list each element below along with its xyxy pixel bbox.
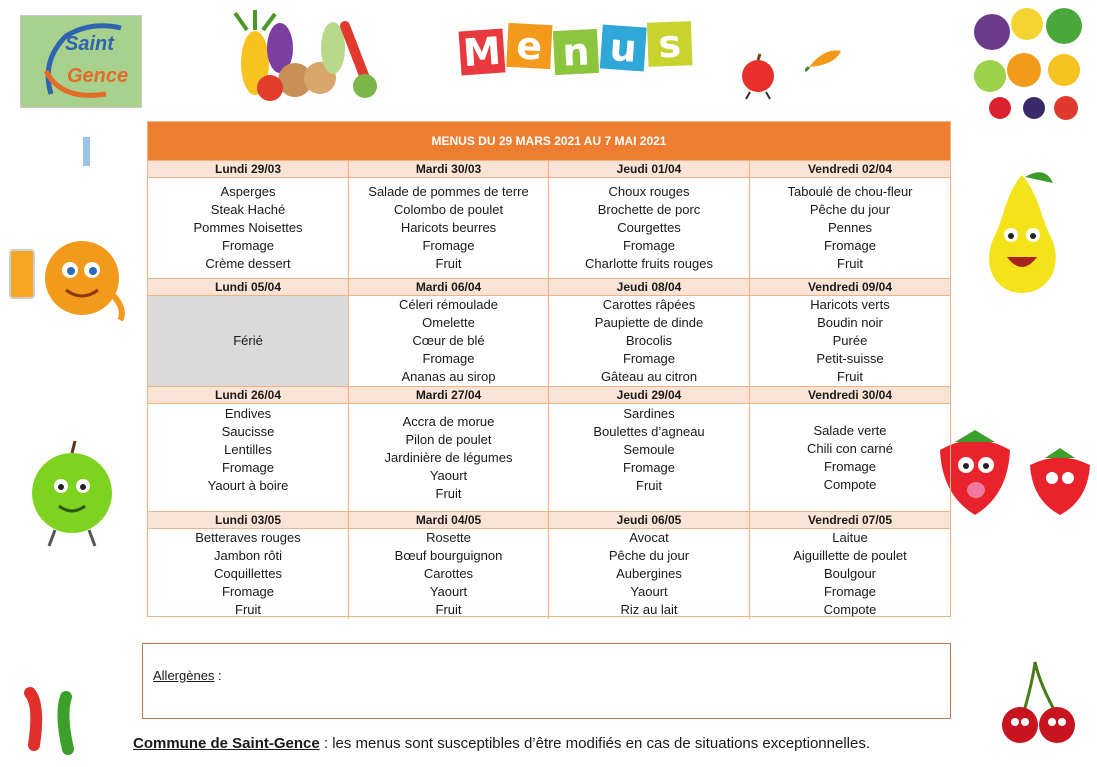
cherries-icon xyxy=(995,660,1085,755)
dish-item: Fruit xyxy=(636,478,662,493)
dish-item: Fruit xyxy=(435,602,462,617)
dish-item: Omelette xyxy=(422,315,475,330)
blue-marker xyxy=(83,137,90,166)
day-header: Jeudi 29/04 xyxy=(549,386,750,403)
dish-item: Haricots verts xyxy=(810,297,890,312)
dish-item: Haricots beurres xyxy=(400,220,497,235)
dish-item: Steak Haché xyxy=(210,202,286,217)
dish-item: Fruit xyxy=(837,256,863,271)
dish-item: Chili con carné xyxy=(807,440,893,456)
menu-cell xyxy=(750,295,950,386)
week-menu-row xyxy=(148,295,950,386)
saint-gence-logo xyxy=(20,15,142,108)
dish-item: Fromage xyxy=(221,238,275,253)
day-header: Lundi 29/03 xyxy=(148,160,349,177)
dish-item: Fromage xyxy=(221,584,275,599)
dish-item: Gâteau au citron xyxy=(600,369,698,384)
menu-cell xyxy=(549,403,750,511)
logo-text-bottom: Gence xyxy=(67,65,129,87)
footer-text: : les menus sont susceptibles d’être modifiés en cas de situations exceptionnelles. xyxy=(319,735,871,752)
orange-character-icon xyxy=(8,240,130,331)
page-title xyxy=(460,12,695,74)
dish-item: Fruit xyxy=(435,256,462,271)
title-letter: e xyxy=(506,23,552,69)
menu-cell xyxy=(750,403,950,511)
day-header: Mardi 30/03 xyxy=(349,160,549,177)
dish-item: Fromage xyxy=(622,238,676,253)
dish-item: Yaourt à boire xyxy=(207,478,289,493)
day-header: Vendredi 07/05 xyxy=(750,511,950,528)
dish-item: Brochette de porc xyxy=(597,202,701,217)
allergens-box xyxy=(142,643,951,719)
dish-item: Fromage xyxy=(422,238,475,253)
title-letter: u xyxy=(600,25,647,72)
dish-item: Carottes xyxy=(423,566,474,581)
week-menu-row xyxy=(148,177,950,278)
allergens-colon: : xyxy=(214,668,222,683)
menu-cell xyxy=(750,528,950,619)
dish-item: Rosette xyxy=(426,530,471,545)
dish-item: Férié xyxy=(233,333,263,348)
day-header: Lundi 26/04 xyxy=(148,386,349,403)
dish-item: Sardines xyxy=(623,406,675,421)
menu-cell xyxy=(148,528,349,619)
day-header: Jeudi 08/04 xyxy=(549,278,750,295)
dish-item: Betteraves rouges xyxy=(195,530,301,545)
dish-item: Purée xyxy=(832,333,868,348)
week-header-row xyxy=(148,160,950,177)
week-header-row xyxy=(148,278,950,295)
dish-item: Paupiette de dinde xyxy=(594,315,704,330)
dish-item: Yaourt xyxy=(429,584,468,599)
menu-table xyxy=(147,121,951,617)
week-menu-row xyxy=(148,403,950,511)
dish-item: Ananas au sirop xyxy=(401,369,496,384)
dish-item: Accra de morue xyxy=(402,413,495,429)
dish-item: Salade de pommes de terre xyxy=(368,184,529,199)
dish-item: Choux rouges xyxy=(608,184,690,199)
dish-item: Pilon de poulet xyxy=(405,431,492,447)
title-letter: n xyxy=(553,29,599,75)
day-header: Vendredi 02/04 xyxy=(750,160,950,177)
week-menu-row xyxy=(148,528,950,616)
day-header: Vendredi 09/04 xyxy=(750,278,950,295)
apple-icon xyxy=(738,52,778,105)
menu-cell xyxy=(349,528,549,619)
dish-item: Boulgour xyxy=(823,566,877,581)
dish-item: Fruit xyxy=(435,485,462,501)
dish-item: Fromage xyxy=(823,458,877,474)
dish-item: Carottes râpées xyxy=(602,297,696,312)
dish-item: Courgettes xyxy=(617,220,681,235)
week-header-row xyxy=(148,511,950,528)
dish-item: Fromage xyxy=(622,460,676,475)
title-letter: s xyxy=(647,21,693,67)
menu-cell xyxy=(148,177,349,278)
dish-item: Charlotte fruits rouges xyxy=(585,256,713,271)
day-header: Lundi 03/05 xyxy=(148,511,349,528)
day-header: Vendredi 30/04 xyxy=(750,386,950,403)
dish-item: Pêche du jour xyxy=(809,202,891,217)
dish-item: Céleri rémoulade xyxy=(399,297,498,312)
day-header: Mardi 04/05 xyxy=(349,511,549,528)
dish-item: Pennes xyxy=(827,220,873,235)
dish-item: Fromage xyxy=(422,351,475,366)
day-header: Jeudi 01/04 xyxy=(549,160,750,177)
menu-cell xyxy=(549,177,750,278)
menu-cell xyxy=(349,403,549,511)
dish-item: Fruit xyxy=(235,602,261,617)
day-header: Jeudi 06/05 xyxy=(549,511,750,528)
dish-item: Salade verte xyxy=(813,422,887,438)
dish-item: Compote xyxy=(823,476,877,492)
dish-item: Jambon rôti xyxy=(214,548,282,563)
dish-item: Boulettes d’agneau xyxy=(593,424,705,439)
dish-item: Yaourt xyxy=(429,467,468,483)
dish-item: Fromage xyxy=(823,238,877,253)
menu-cell xyxy=(750,177,950,278)
logo-text-top: Saint xyxy=(65,33,114,55)
dish-item: Lentilles xyxy=(224,442,272,457)
menu-cell xyxy=(549,295,750,386)
menu-cell xyxy=(349,177,549,278)
allergens-label: Allergènes xyxy=(153,668,215,683)
commune-name: Commune de Saint-Gence xyxy=(133,735,320,752)
dish-item: Fromage xyxy=(622,351,676,366)
dish-item: Petit-suisse xyxy=(816,351,884,366)
dish-item: Taboulé de chou-fleur xyxy=(787,184,913,199)
carrot-icon xyxy=(805,45,845,80)
footer-note xyxy=(133,735,870,752)
green-apple-character-icon xyxy=(25,438,120,553)
dish-item: Asperges xyxy=(220,184,276,199)
dish-item: Pêche du jour xyxy=(608,548,690,563)
dish-item: Saucisse xyxy=(221,424,275,439)
day-header: Mardi 27/04 xyxy=(349,386,549,403)
dish-item: Boudin noir xyxy=(817,315,883,330)
dish-item: Compote xyxy=(823,602,877,617)
dish-item: Fromage xyxy=(221,460,275,475)
dish-item: Yaourt xyxy=(630,584,668,599)
day-header: Mardi 06/04 xyxy=(349,278,549,295)
dish-item: Aiguillette de poulet xyxy=(793,548,907,563)
dish-item: Bœuf bourguignon xyxy=(394,548,503,563)
dish-item: Colombo de poulet xyxy=(393,202,504,217)
peppers-icon xyxy=(18,685,88,760)
dish-item: Coquillettes xyxy=(214,566,282,581)
dish-item: Riz au lait xyxy=(620,602,678,617)
vegetables-group-icon xyxy=(225,8,385,108)
dish-item: Jardinière de légumes xyxy=(384,449,513,465)
dish-item: Crème dessert xyxy=(205,256,291,271)
title-letter: M xyxy=(459,29,506,76)
dish-item: Fromage xyxy=(823,584,877,599)
dish-item: Pommes Noisettes xyxy=(193,220,303,235)
menu-cell xyxy=(349,295,549,386)
fruits-group-icon xyxy=(972,4,1087,127)
dish-item: Semoule xyxy=(623,442,675,457)
dish-item: Cœur de blé xyxy=(412,333,485,348)
holiday-cell xyxy=(148,295,349,386)
dish-item: Endives xyxy=(224,406,272,421)
strawberries-character-icon xyxy=(930,420,1095,525)
pear-character-icon xyxy=(975,165,1070,300)
dish-item: Brocolis xyxy=(625,333,673,348)
dish-item: Aubergines xyxy=(616,566,682,581)
dish-item: Fruit xyxy=(837,369,863,384)
table-title: MENUS DU 29 MARS 2021 AU 7 MAI 2021 xyxy=(148,122,950,160)
week-header-row xyxy=(148,386,950,403)
dish-item: Avocat xyxy=(629,530,669,545)
menu-cell xyxy=(549,528,750,619)
menu-cell xyxy=(148,403,349,511)
day-header: Lundi 05/04 xyxy=(148,278,349,295)
dish-item: Laitue xyxy=(832,530,868,545)
